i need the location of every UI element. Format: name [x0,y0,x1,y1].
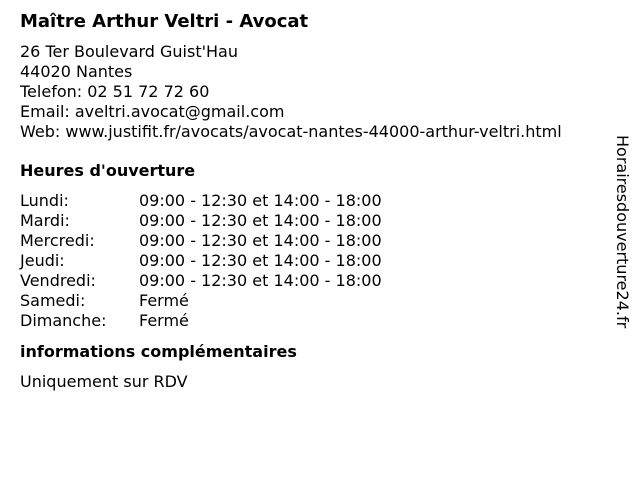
info-heading: informations complémentaires [20,342,297,361]
time-value: 09:00 - 12:30 et 14:00 - 18:00 [139,191,382,210]
hours-row-sunday [20,311,600,331]
phone-line: Telefon: 02 51 72 72 60 [20,82,210,101]
email-line: Email: aveltri.avocat@gmail.com [20,102,285,121]
hours-row-saturday [20,291,600,311]
day-label: Vendredi: [20,271,96,290]
hours-row-wednesday [20,231,600,251]
day-label: Mercredi: [20,231,95,250]
day-label: Lundi: [20,191,69,210]
city-postcode: 44020 Nantes [20,62,133,81]
address-block [20,42,600,142]
day-label: Jeudi: [20,251,65,270]
hours-row-tuesday [20,211,600,231]
street-address: 26 Ter Boulevard Guist'Hau [20,42,238,61]
business-card [20,10,600,392]
hours-row-monday [20,191,600,211]
day-label: Samedi: [20,291,86,310]
info-text: Uniquement sur RDV [20,372,188,391]
website-line: Web: www.justifit.fr/avocats/avocat-nantes-44000-arthur-veltri.html [20,122,562,141]
time-value: Fermé [139,311,189,330]
hours-heading: Heures d'ouverture [20,161,196,180]
day-label: Mardi: [20,211,70,230]
time-value: 09:00 - 12:30 et 14:00 - 18:00 [139,251,382,270]
time-value: 09:00 - 12:30 et 14:00 - 18:00 [139,211,382,230]
day-label: Dimanche: [20,311,107,330]
time-value: Fermé [139,291,189,310]
time-value: 09:00 - 12:30 et 14:00 - 18:00 [139,271,382,290]
page-title: Maître Arthur Veltri - Avocat [20,11,309,32]
hours-table [20,191,600,331]
site-watermark-label: Horairesdouverture24.fr [613,135,632,329]
hours-row-friday [20,271,600,291]
hours-row-thursday [20,251,600,271]
time-value: 09:00 - 12:30 et 14:00 - 18:00 [139,231,382,250]
